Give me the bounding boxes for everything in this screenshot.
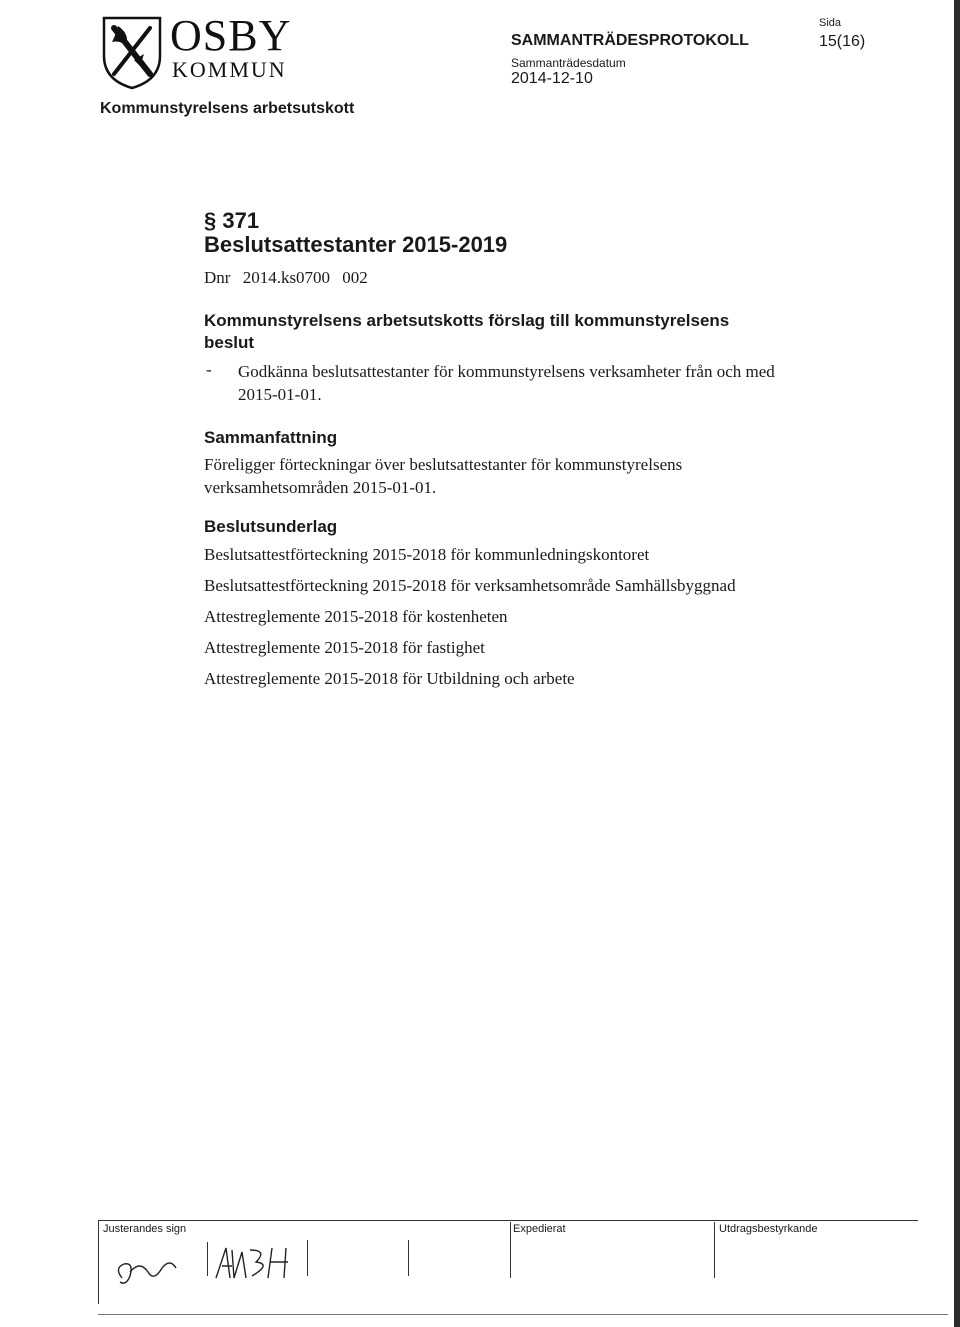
scan-edge [954, 0, 960, 1327]
handwritten-initials-icon [100, 1238, 420, 1308]
document-type: SAMMANTRÄDESPROTOKOLL [511, 32, 749, 49]
expedierat-label: Expedierat [513, 1223, 566, 1235]
basis-item: Attestreglemente 2015-2018 för kostenheten [204, 607, 508, 626]
basis-list [204, 543, 784, 698]
basis-item: Attestreglemente 2015-2018 för fastighet [204, 638, 485, 657]
summary-text: Föreligger förteckningar över beslutsattestanter för kommunstyrelsens verksamhetsområden 2015-01-01. [204, 455, 683, 497]
meeting-date: 2014-12-10 [511, 70, 593, 87]
logo-subtitle: KOMMUN [172, 57, 287, 82]
footer-bottom-line [98, 1314, 948, 1315]
footer-separator [714, 1222, 715, 1278]
osby-crest-icon [100, 12, 164, 90]
basis-heading: Beslutsunderlag [204, 517, 338, 536]
basis-item: Beslutsattestförteckning 2015-2018 för verksamhetsområde Samhällsbyggnad [204, 576, 736, 595]
page-label: Sida [819, 17, 842, 29]
meeting-date-label: Sammanträdesdatum [511, 56, 626, 70]
proposal-item: Godkänna beslutsattestanter för kommunstyrelsens verksamheter från och med 2015-01-01. [238, 362, 775, 404]
page-number: 15(16) [819, 33, 866, 50]
basis-item: Attestreglemente 2015-2018 för Utbildning och arbete [204, 669, 575, 688]
committee-name: Kommunstyrelsens arbetsutskott [100, 100, 355, 117]
justerande-sign-label: Justerandes sign [103, 1223, 187, 1235]
logo-wordmark: OSBY [170, 11, 292, 60]
proposal-dash: - [206, 360, 212, 379]
footer-separator [510, 1222, 511, 1278]
section-number: § 371 [204, 208, 260, 233]
section-title: Beslutsattestanter 2015-2019 [204, 232, 508, 257]
footer-left-border [98, 1220, 99, 1304]
basis-item: Beslutsattestförteckning 2015-2018 för kommunledningskontoret [204, 545, 650, 564]
footer-divider [98, 1220, 918, 1221]
utdragsbestyrkande-label: Utdragsbestyrkande [719, 1223, 818, 1235]
proposal-heading: Kommunstyrelsens arbetsutskotts förslag till kommunstyrelsens beslut [204, 311, 730, 352]
diary-number: Dnr 2014.ks0700 002 [204, 268, 368, 287]
summary-heading: Sammanfattning [204, 428, 338, 447]
